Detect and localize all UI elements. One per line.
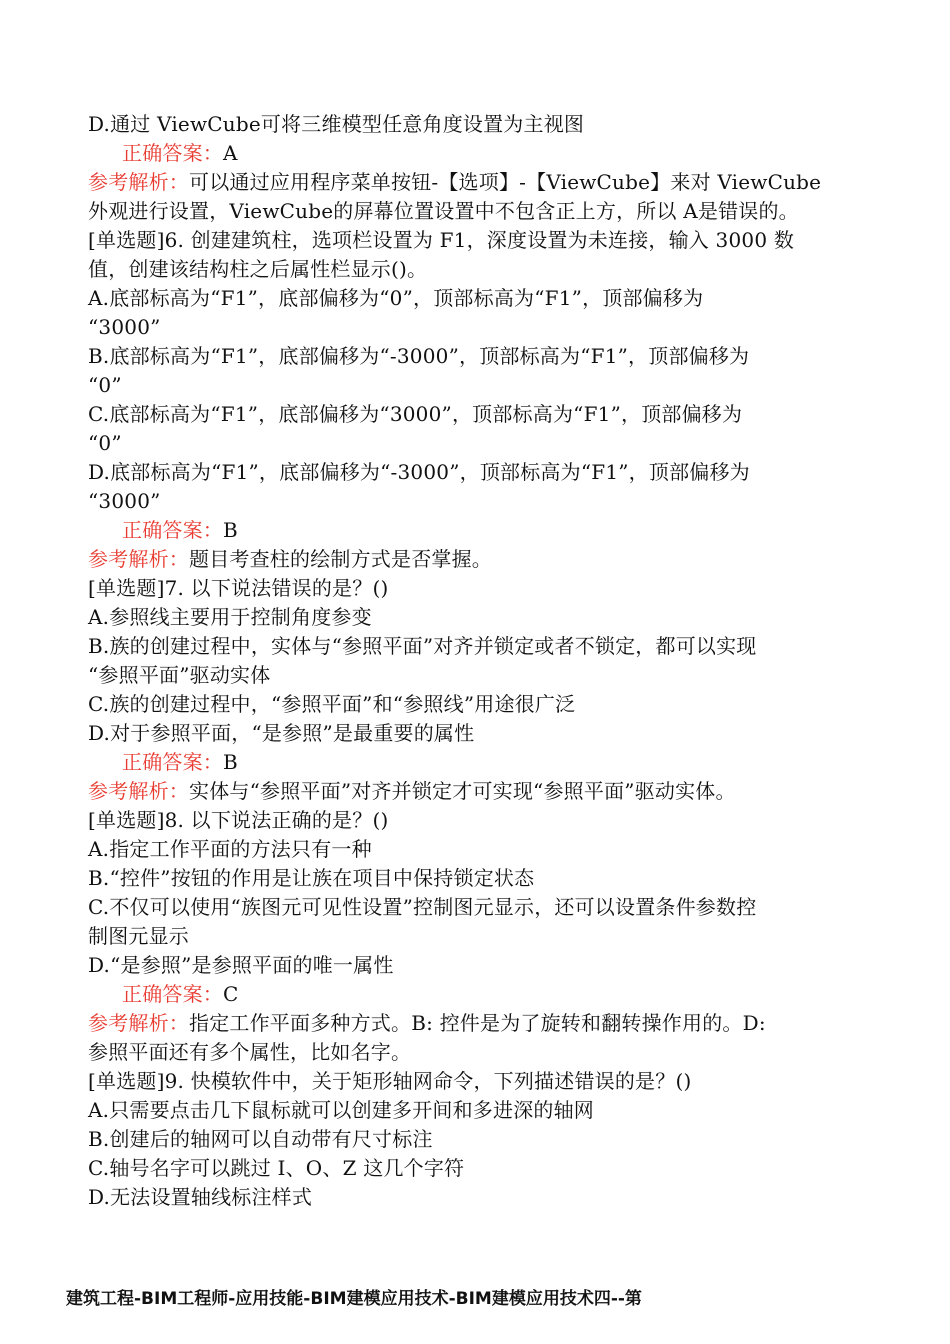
line-text: “3000” xyxy=(88,315,161,339)
text-line xyxy=(88,429,863,458)
line-text: 值，创建该结构柱之后属性栏显示()。 xyxy=(88,257,428,281)
line-text: C.不仅可以使用“族图元可见性设置”控制图元显示，还可以设置条件参数控 xyxy=(88,895,757,919)
text-line xyxy=(88,168,863,197)
line-text: 实体与“参照平面”对齐并锁定才可实现“参照平面”驱动实体。 xyxy=(189,779,736,803)
text-line xyxy=(88,806,863,835)
line-text: D.通过 ViewCube可将三维模型任意角度设置为主视图 xyxy=(88,112,585,136)
text-line xyxy=(88,603,863,632)
analysis-label: 参考解析： xyxy=(88,1011,189,1035)
line-text: A.底部标高为“F1”，底部偏移为“0”，顶部标高为“F1”，顶部偏移为 xyxy=(88,286,704,310)
text-line xyxy=(88,777,863,806)
text-line xyxy=(88,748,863,777)
analysis-label: 参考解析： xyxy=(88,170,189,194)
line-text: A.指定工作平面的方法只有一种 xyxy=(88,837,372,861)
line-text: B xyxy=(223,518,238,542)
text-line xyxy=(88,255,863,284)
line-text: [单选题]9. 快模软件中，关于矩形轴网命令，下列描述错误的是？() xyxy=(88,1069,692,1093)
line-text: C xyxy=(223,982,239,1006)
text-line xyxy=(88,226,863,255)
text-line xyxy=(88,690,863,719)
text-line xyxy=(88,197,863,226)
line-text: “3000” xyxy=(88,489,161,513)
line-text: B.族的创建过程中，实体与“参照平面”对齐并锁定或者不锁定，都可以实现 xyxy=(88,634,757,658)
analysis-label: 参考解析： xyxy=(88,547,189,571)
line-text: 参照平面还有多个属性，比如名字。 xyxy=(88,1040,412,1064)
page-footer: 建筑工程-BIM工程师-应用技能-BIM建模应用技术-BIM建模应用技术四--第 xyxy=(66,1289,642,1309)
line-text: D.底部标高为“F1”，底部偏移为“-3000”，顶部标高为“F1”，顶部偏移为 xyxy=(88,460,750,484)
line-text: D.对于参照平面，“是参照”是最重要的属性 xyxy=(88,721,475,745)
text-line xyxy=(88,1154,863,1183)
line-text: [单选题]6. 创建建筑柱，选项栏设置为 F1，深度设置为未连接，输入 3000 数 xyxy=(88,228,795,252)
line-text: D.无法设置轴线标注样式 xyxy=(88,1185,313,1209)
line-text: C.轴号名字可以跳过 I、O、Z 这几个字符 xyxy=(88,1156,465,1180)
line-text: [单选题]7. 以下说法错误的是？() xyxy=(88,576,389,600)
text-line xyxy=(88,139,863,168)
text-line xyxy=(88,400,863,429)
line-text: D.“是参照”是参照平面的唯一属性 xyxy=(88,953,394,977)
answer-label: 正确答案： xyxy=(122,982,223,1006)
text-line xyxy=(88,1009,863,1038)
line-text: 指定工作平面多种方式。B: 控件是为了旋转和翻转操作用的。D: xyxy=(189,1011,766,1035)
text-line xyxy=(88,1125,863,1154)
line-text: A.参照线主要用于控制角度参变 xyxy=(88,605,372,629)
text-line xyxy=(88,574,863,603)
line-text: B.“控件”按钮的作用是让族在项目中保持锁定状态 xyxy=(88,866,535,890)
text-line xyxy=(88,893,863,922)
line-text: A.只需要点击几下鼠标就可以创建多开间和多进深的轴网 xyxy=(88,1098,595,1122)
line-text: [单选题]8. 以下说法正确的是？() xyxy=(88,808,389,832)
line-text: A xyxy=(223,141,238,165)
text-line xyxy=(88,1183,863,1212)
text-line xyxy=(88,719,863,748)
text-line xyxy=(88,458,863,487)
line-text: 题目考查柱的绘制方式是否掌握。 xyxy=(189,547,492,571)
text-line xyxy=(88,922,863,951)
answer-label: 正确答案： xyxy=(122,750,223,774)
text-line xyxy=(88,371,863,400)
text-line xyxy=(88,1067,863,1096)
text-line xyxy=(88,487,863,516)
answer-label: 正确答案： xyxy=(122,141,223,165)
text-line xyxy=(88,951,863,980)
line-text: 制图元显示 xyxy=(88,924,189,948)
text-line xyxy=(88,313,863,342)
text-line xyxy=(88,864,863,893)
line-text: “参照平面”驱动实体 xyxy=(88,663,271,687)
line-text: C.族的创建过程中，“参照平面”和“参照线”用途很广泛 xyxy=(88,692,576,716)
text-line xyxy=(88,980,863,1009)
text-line xyxy=(88,110,863,139)
line-text: 外观进行设置，ViewCube的屏幕位置设置中不包含正上方，所以 A是错误的。 xyxy=(88,199,799,223)
text-line xyxy=(88,835,863,864)
document-body xyxy=(88,110,863,1212)
line-text: B xyxy=(223,750,238,774)
line-text: 可以通过应用程序菜单按钮-【选项】-【ViewCube】来对 ViewCube xyxy=(189,170,822,194)
text-line xyxy=(88,545,863,574)
line-text: C.底部标高为“F1”，底部偏移为“3000”，顶部标高为“F1”，顶部偏移为 xyxy=(88,402,743,426)
text-line xyxy=(88,516,863,545)
text-line xyxy=(88,661,863,690)
line-text: B.底部标高为“F1”，底部偏移为“-3000”，顶部标高为“F1”，顶部偏移为 xyxy=(88,344,750,368)
line-text: “0” xyxy=(88,373,122,397)
answer-label: 正确答案： xyxy=(122,518,223,542)
analysis-label: 参考解析： xyxy=(88,779,189,803)
text-line xyxy=(88,1096,863,1125)
text-line xyxy=(88,1038,863,1067)
text-line xyxy=(88,632,863,661)
text-line xyxy=(88,342,863,371)
line-text: B.创建后的轴网可以自动带有尺寸标注 xyxy=(88,1127,433,1151)
text-line xyxy=(88,284,863,313)
line-text: “0” xyxy=(88,431,122,455)
